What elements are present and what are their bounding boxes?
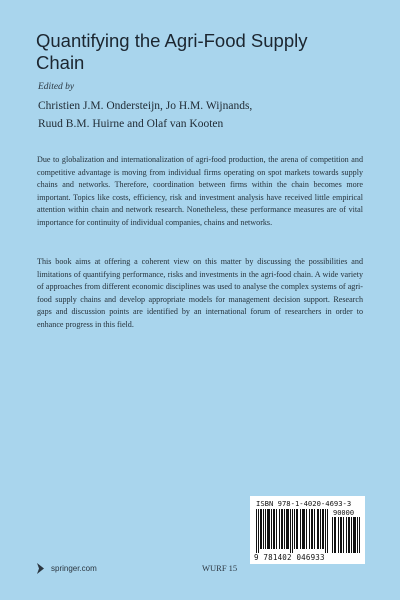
barcode xyxy=(250,496,365,564)
edited-by-label: Edited by xyxy=(38,82,75,92)
editors-line-2: Ruud B.M. Huirne and Olaf van Kooten xyxy=(38,118,224,130)
publisher-url: springer.com xyxy=(51,564,97,573)
ean13-barcode-bars xyxy=(256,509,328,553)
springer-horse-icon xyxy=(36,563,45,574)
editors-list xyxy=(38,97,368,133)
barcode-number: 9 781402 046933 xyxy=(254,553,325,562)
blurb-paragraph-1: Due to globalization and internationalization of agri-food production, the arena of competition and competitive advantage is moving from individual firms operating on spot markets towards supply chains and networks. Therefore, coordination between firms within the chain becomes more important. Topics like costs, efficiency, risk and investment analysis have received little empirical attention within chain and network research. Nonetheless, these performance measures are of vital importance for continuity of individual companies, chains and networks. xyxy=(37,155,363,227)
isbn-label: ISBN 978-1-4020-4693-3 xyxy=(256,499,352,508)
book-title-line-1: Quantifying the Agri-Food Supply xyxy=(36,30,308,51)
series-label: WURF 15 xyxy=(202,563,238,573)
editors-line-1: Christien J.M. Ondersteijn, Jo H.M. Wijnands, xyxy=(38,100,253,112)
barcode-addon-number: 90000 xyxy=(333,509,355,517)
book-title-line-2: Chain xyxy=(36,52,85,73)
blurb-paragraph-2: This book aims at offering a coherent view on this matter by discussing the possibilities and limitations of quantifying performance, risks and investments in the agri-food chain. A wide variety of approaches from different economic disciplines was used to analyse the complex systems of agri-food supply chains and develop appropriate models for management decision support. Research gaps and discussion points are identified by an international forum of researchers in order to enhance progress in this field. xyxy=(37,257,363,329)
book-title xyxy=(36,30,376,74)
addon-barcode-bars xyxy=(332,517,360,553)
publisher-logo xyxy=(36,563,97,574)
